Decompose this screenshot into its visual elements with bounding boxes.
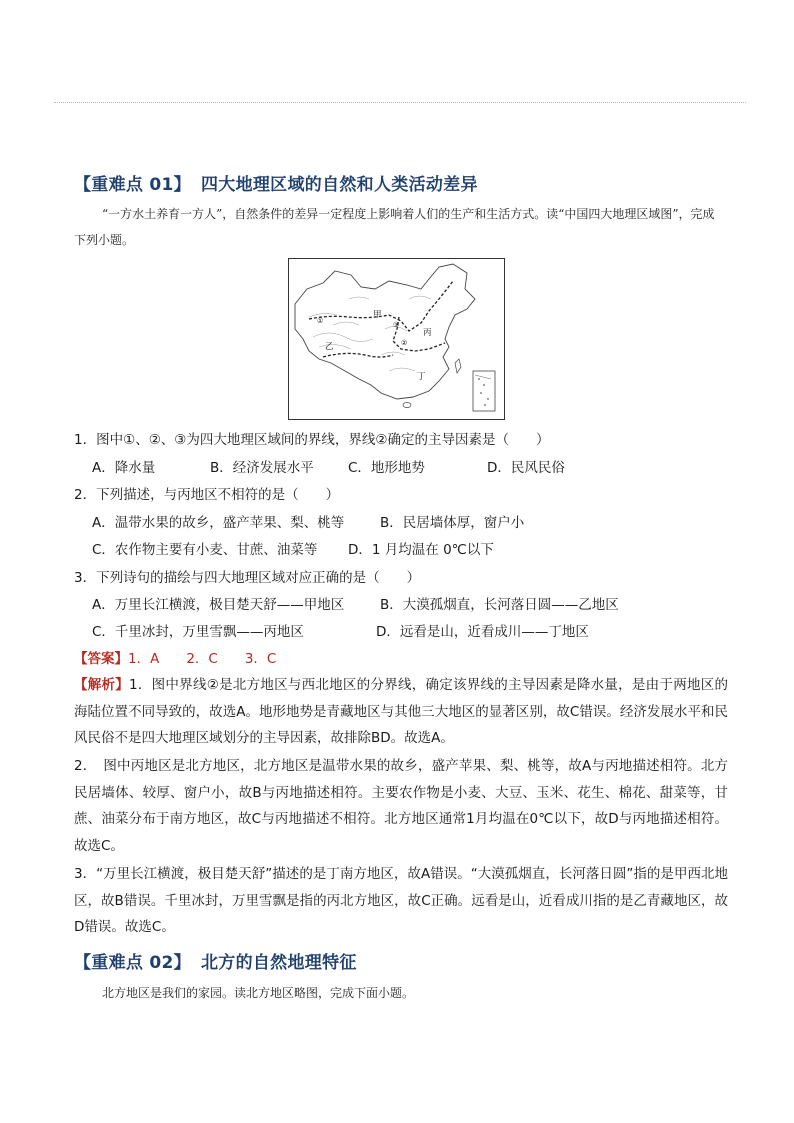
answer-line	[74, 647, 276, 667]
explanation-paragraph-3: 3．“万里长江横渡，极目楚天舒”描述的是丁南方地区，故A错误。“大漠孤烟直，长河落日圆”指的是甲西北地区，故B错误。千里冰封，万里雪飘是指的丙北方地区，故C正确。远看是山，近看成川指的是乙青藏地区，故D错误。故选C。	[74, 866, 728, 935]
section-title-1	[74, 170, 478, 195]
china-outline	[295, 264, 475, 399]
region-label-bing: 丙	[423, 328, 432, 338]
region-label-jia: 甲	[373, 310, 382, 320]
section-tag-1: 【重难点 01】	[74, 175, 191, 195]
region-label-ding: 丁	[417, 372, 426, 382]
q2-option-a: A．温带水果的故乡，盛产苹果、梨、桃等	[92, 515, 345, 531]
question-1: 1．图中①、②、③为四大地理区域间的界线，界线②确定的主导因素是（ ）	[74, 432, 550, 448]
q3-option-c: C．千里冰封，万里雪飘——丙地区	[92, 624, 304, 640]
q2-option-b: B．民居墙体厚，窗户小	[380, 515, 525, 531]
answer-text: 1．A 2．C 3．C	[128, 651, 277, 667]
header-divider	[54, 102, 746, 103]
section-heading-2: 北方的自然地理特征	[200, 953, 357, 973]
q3-option-d: D．远看是山，近看成川——丁地区	[376, 624, 589, 640]
boundary-label-1: ①	[317, 317, 324, 325]
china-regions-map	[288, 258, 505, 420]
section-title-2	[74, 948, 357, 973]
intro-text-1: “一方水土养育一方人”，自然条件的差异一定程度上影响着人们的生产和生活方式。读“中国四大地理区域图”，完成下列小题。	[74, 207, 715, 247]
q3-option-a: A．万里长江横渡，极目楚天舒——甲地区	[92, 597, 345, 613]
map-figure	[289, 259, 504, 419]
relief-texture	[309, 296, 431, 371]
q1-option-a: A．降水量	[92, 460, 156, 476]
q1-option-d: D．民风民俗	[487, 460, 565, 476]
answer-label: 【答案】	[74, 651, 128, 667]
q3-option-b: B．大漠孤烟直，长河落日圆——乙地区	[380, 597, 619, 613]
question-2: 2．下列描述，与丙地区不相符的是（ ）	[74, 487, 340, 503]
explanation-label: 【解析】	[74, 677, 130, 693]
section-tag-2: 【重难点 02】	[74, 953, 191, 973]
explanation-paragraph-2: 2． 图中丙地区是北方地区，北方地区是温带水果的故乡，盛产苹果、梨、桃等，故A与丙地描述相符。北方民居墙体、较厚、窗户小，故B与丙地描述相符。主要农作物是小麦、大豆、玉米、花生、棉花、甜菜等，甘蔗、油菜分布于南方地区，故C与丙地描述不相符。北方地区通常1月均温在0℃以下，故D与丙地描述相符。故选C。	[74, 758, 728, 854]
question-3: 3．下列诗句的描绘与四大地理区域对应正确的是（ ）	[74, 570, 421, 586]
q1-option-c: C．地形地势	[348, 460, 425, 476]
q2-option-d: D．1 月均温在 0℃以下	[348, 542, 494, 558]
q2-option-c: C．农作物主要有小麦、甘蔗、油菜等	[92, 542, 318, 558]
q1-option-b: B．经济发展水平	[210, 460, 314, 476]
section-heading-1: 四大地理区域的自然和人类活动差异	[200, 175, 478, 195]
taiwan-island	[455, 359, 461, 373]
intro-text-2: 北方地区是我们的家园。读北方地区略图，完成下面小题。	[102, 986, 415, 1000]
section-intro-2	[74, 980, 726, 1006]
region-label-yi: 乙	[325, 342, 334, 352]
section-intro-1	[74, 201, 726, 253]
boundary-label-2: ②	[401, 339, 408, 347]
explanation-paragraph-1	[74, 672, 728, 752]
boundary-line-3	[323, 353, 393, 357]
boundary-line-1	[309, 281, 453, 331]
boundary-label-3: ③	[393, 321, 400, 329]
hainan-island	[403, 403, 411, 408]
explanation-text-1: 1．图中界线②是北方地区与西北地区的分界线，确定该界线的主导因素是降水量，是由于两地区的海陆位置不同导致的，故选A。地形地势是青藏地区与其他三大地区的显著区别，故C错误。经济发展水平和民风民俗不是四大地理区域划分的主导因素，故排除BD。故选A。	[74, 677, 728, 746]
